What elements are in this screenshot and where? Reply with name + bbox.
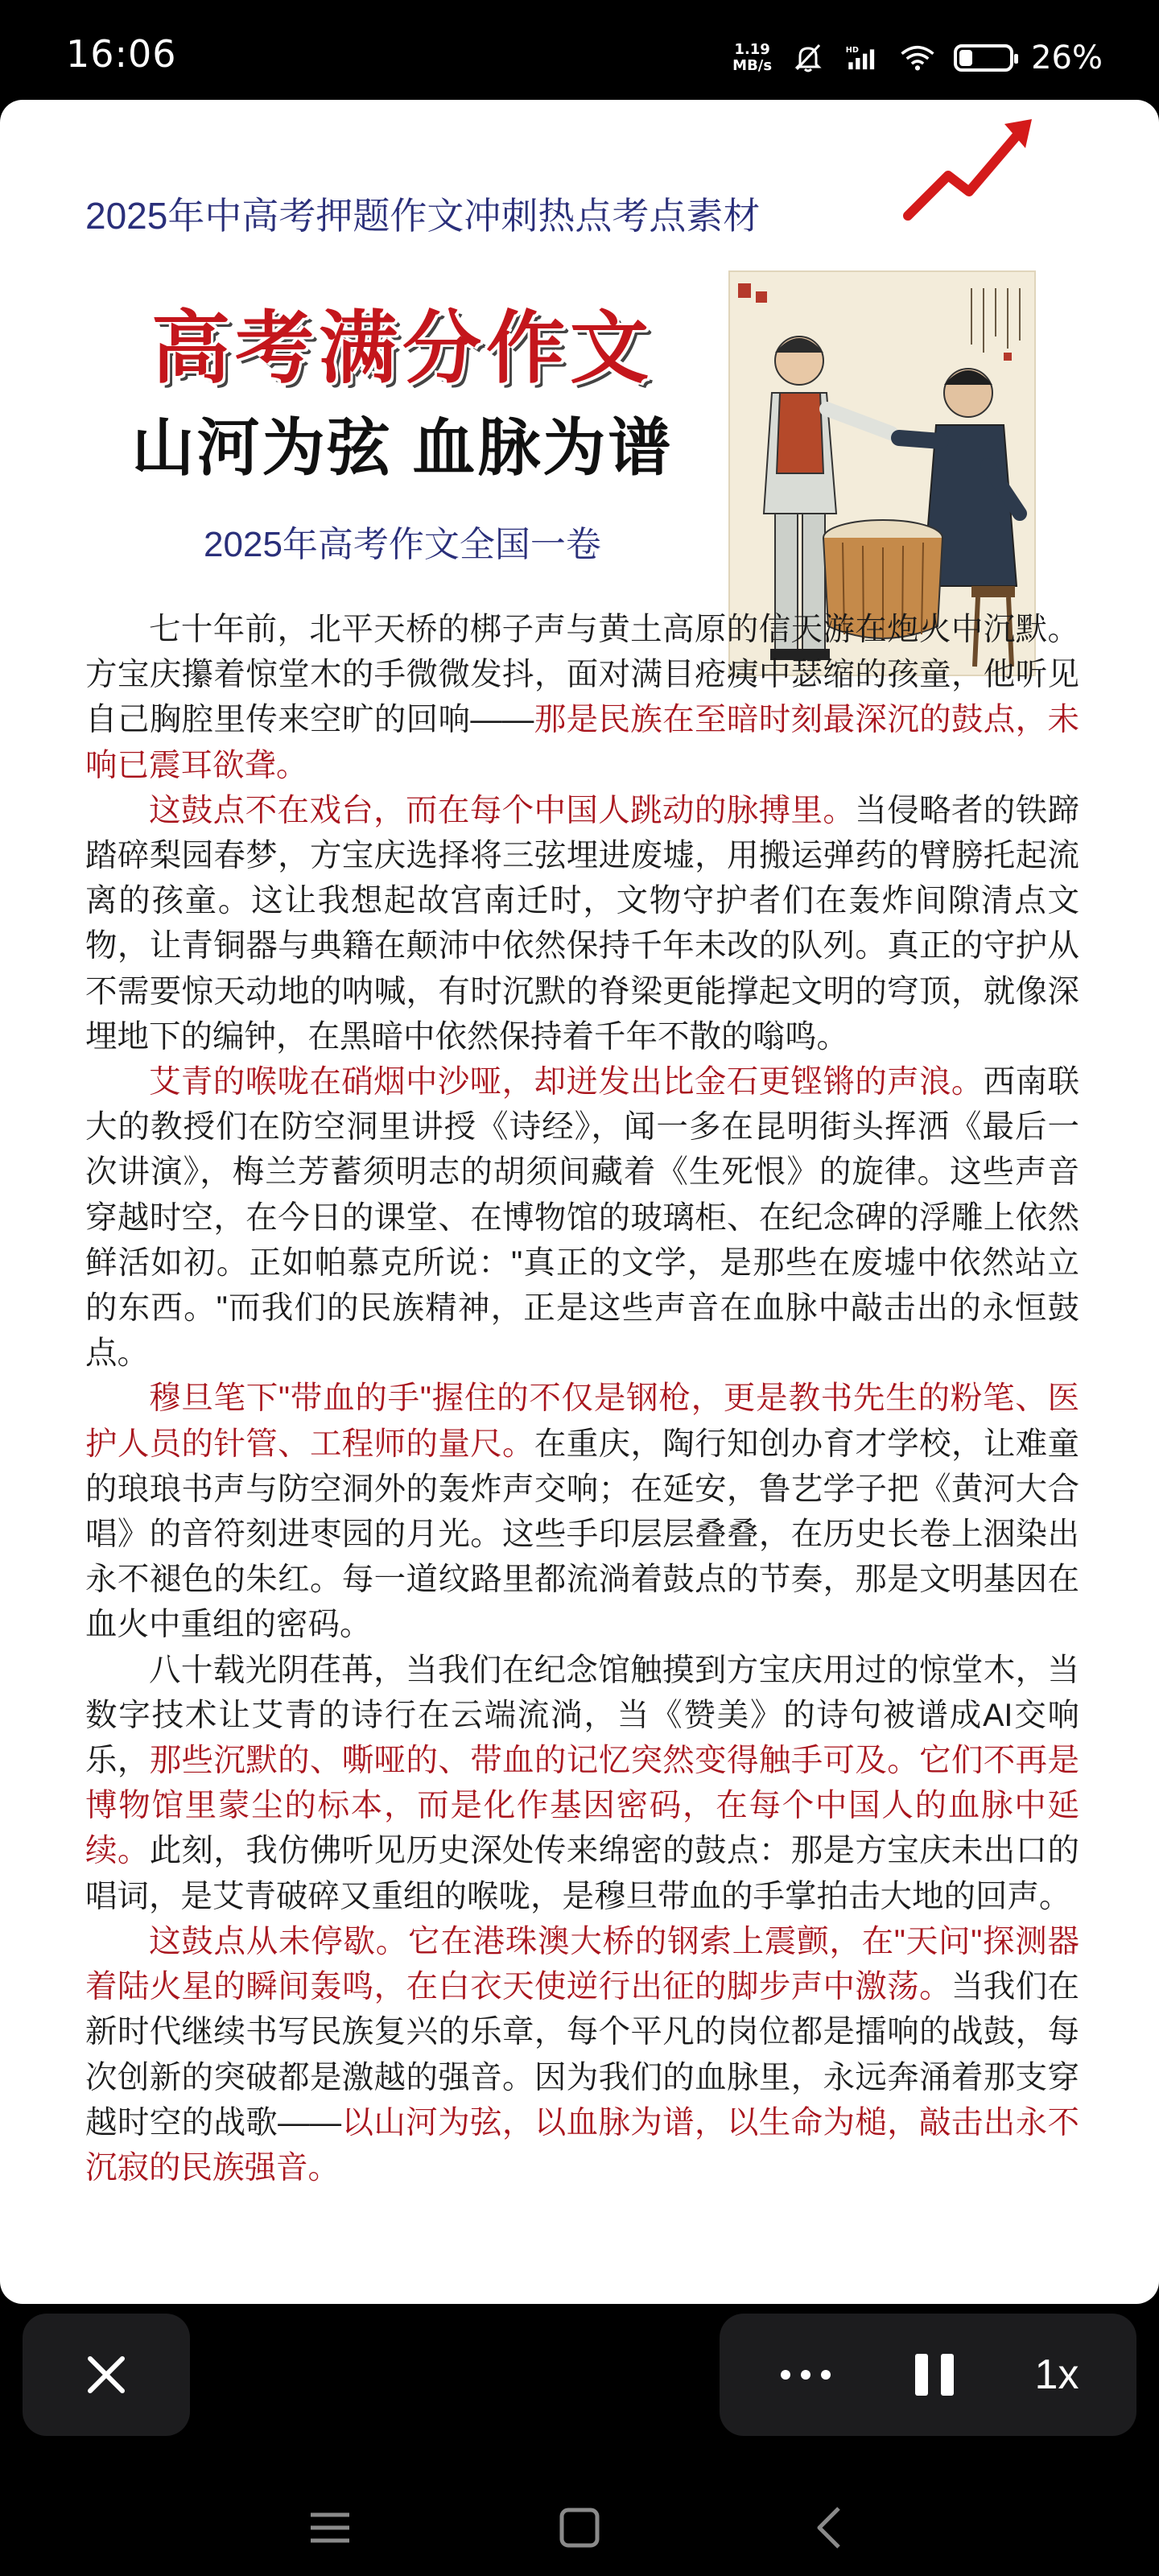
status-icons bbox=[732, 34, 1103, 82]
network-speed-value: 1.19 bbox=[734, 41, 770, 58]
home-button[interactable] bbox=[547, 2496, 612, 2560]
body-text: 当我们在新时代继续书写民族复兴的乐章，每个平凡的岗位都是擂响的战鼓，每次创新的突破都是激越的强音。因为我们的血脉里，永远奔涌着那支穿越时空的战歌—— bbox=[85, 1969, 1080, 2140]
highlighted-text: 穆旦笔下"带血的手"握住的不仅是钢枪，更是教书先生的粉笔、医护人员的针管、工程师的量尺。 bbox=[85, 1381, 1079, 1462]
article-paragraph bbox=[85, 788, 1079, 1059]
body-text: 此刻，我仿佛听见历史深处传来绵密的鼓点：那是方宝庆未出口的唱词，是艾青破碎又重组的喉咙，是穆旦带血的手掌拍击大地的回声。 bbox=[85, 1833, 1080, 1914]
highlighted-text: 那是民族在至暗时刻最深沉的鼓点，未响已震耳欲聋。 bbox=[85, 702, 1080, 783]
article-subtitle: 山河为弦 血脉为谱 bbox=[131, 412, 674, 483]
player-bar bbox=[720, 2314, 1136, 2436]
body-text: 当侵略者的铁蹄踏碎梨园春梦，方宝庆选择将三弦埋进废墟，用搬运弹药的臂膀托起流离的孩童。这让我想起故宫南迁时，文物守护者们在轰炸间隙清点文物，让青铜器与典籍在颠沛中依然保持千年未改的队列。真正的守护从不需要惊天动地的呐喊，有时沉默的脊梁更能撑起文明的穹顶，就像深埋地下的编钟，在黑暗中依然保持着千年不散的嗡鸣。 bbox=[85, 792, 1079, 1055]
clock: 16:06 bbox=[66, 32, 177, 76]
mute-bell-icon bbox=[790, 42, 827, 74]
highlighted-text: 那些沉默的、嘶哑的、带血的记忆突然变得触手可及。它们不再是博物馆里蒙尘的标本，而是化作基因密码，在每个中国人的血脉中延续。 bbox=[85, 1743, 1080, 1869]
article-paragraph bbox=[85, 1919, 1079, 2190]
article-paragraph bbox=[85, 607, 1079, 788]
exam-tag: 2025年高考作文全国一卷 bbox=[204, 525, 601, 564]
article-paragraph bbox=[85, 1376, 1079, 1647]
trend-up-arrow-icon bbox=[901, 113, 1038, 225]
network-speed-unit: MB/s bbox=[732, 57, 773, 74]
network-speed bbox=[732, 42, 772, 74]
playback-speed-button[interactable]: 1x bbox=[1034, 2351, 1079, 2398]
more-dots-icon bbox=[777, 2367, 834, 2383]
pause-icon bbox=[910, 2351, 959, 2399]
hd-signal-icon bbox=[844, 42, 881, 74]
svg-text:HD: HD bbox=[845, 45, 860, 55]
battery-percent: 26% bbox=[1031, 39, 1103, 76]
close-icon bbox=[84, 2352, 129, 2397]
navigation-bar bbox=[0, 2496, 1159, 2560]
article-body bbox=[85, 607, 1079, 2190]
pause-button[interactable] bbox=[910, 2351, 959, 2399]
highlighted-text: 艾青的喉咙在硝烟中沙哑，却迸发出比金石更铿锵的声浪。 bbox=[149, 1064, 984, 1100]
body-text: 西南联大的教授们在防空洞里讲授《诗经》，闻一多在昆明街头挥洒《最后一次讲演》，梅兰芳蓄须明志的胡须间藏着《生死恨》的旋律。这些声音穿越时空，在今日的课堂、在博物馆的玻璃柜、在纪念碑的浮雕上依然鲜活如初。正如帕慕克所说："真正的文学，是那些在废墟中依然站立的东西。"而我们的民族精神，正是这些声音在血脉中敲击出的永恒鼓点。 bbox=[85, 1064, 1079, 1372]
more-button[interactable] bbox=[777, 2367, 834, 2383]
article-title: 高考满分作文 bbox=[151, 303, 654, 392]
battery-level bbox=[959, 50, 972, 66]
back-button[interactable] bbox=[797, 2496, 861, 2560]
document-view[interactable] bbox=[0, 100, 1159, 2304]
article-paragraph bbox=[85, 1059, 1079, 1376]
highlighted-text: 以山河为弦，以血脉为谱，以生命为槌，敲击出永不沉寂的民族强音。 bbox=[85, 2104, 1080, 2186]
body-text: 八十载光阴荏苒，当我们在纪念馆触摸到方宝庆用过的惊堂木，当数字技术让艾青的诗行在云端流淌，当《赞美》的诗句被谱成AI交响乐， bbox=[85, 1652, 1079, 1779]
menu-button[interactable] bbox=[298, 2496, 362, 2560]
bottom-controls bbox=[0, 2304, 1159, 2576]
back-icon bbox=[813, 2505, 845, 2550]
highlighted-text: 这鼓点不在戏台，而在每个中国人跳动的脉搏里。 bbox=[149, 792, 856, 828]
wifi-icon bbox=[899, 42, 936, 74]
highlighted-text: 这鼓点从未停歇。它在港珠澳大桥的钢索上震颤，在"天问"探测器着陆火星的瞬间轰鸣，在白衣天使逆行出征的脚步声中激荡。 bbox=[85, 1923, 1079, 2005]
article-paragraph bbox=[85, 1648, 1079, 1919]
status-bar bbox=[0, 0, 1159, 97]
article-header: 2025年中高考押题作文冲刺热点考点素材 bbox=[85, 195, 761, 237]
battery-icon bbox=[954, 44, 1013, 72]
body-text: 在重庆，陶行知创办育才学校，让难童的琅琅书声与防空洞外的轰炸声交响；在延安，鲁艺学子把《黄河大合唱》的音符刻进枣园的月光。这些手印层层叠叠，在历史长卷上洇染出永不褪色的朱红。每一道纹路里都流淌着鼓点的节奏，那是文明基因在血火中重组的密码。 bbox=[85, 1426, 1080, 1643]
home-icon bbox=[559, 2507, 600, 2549]
menu-icon bbox=[307, 2508, 353, 2547]
close-button[interactable] bbox=[23, 2314, 190, 2436]
body-text: 七十年前，北平天桥的梆子声与黄土高原的信天游在炮火中沉默。方宝庆攥着惊堂木的手微微发抖，面对满目疮痍中瑟缩的孩童，他听见自己胸腔里传来空旷的回响—— bbox=[85, 612, 1079, 738]
